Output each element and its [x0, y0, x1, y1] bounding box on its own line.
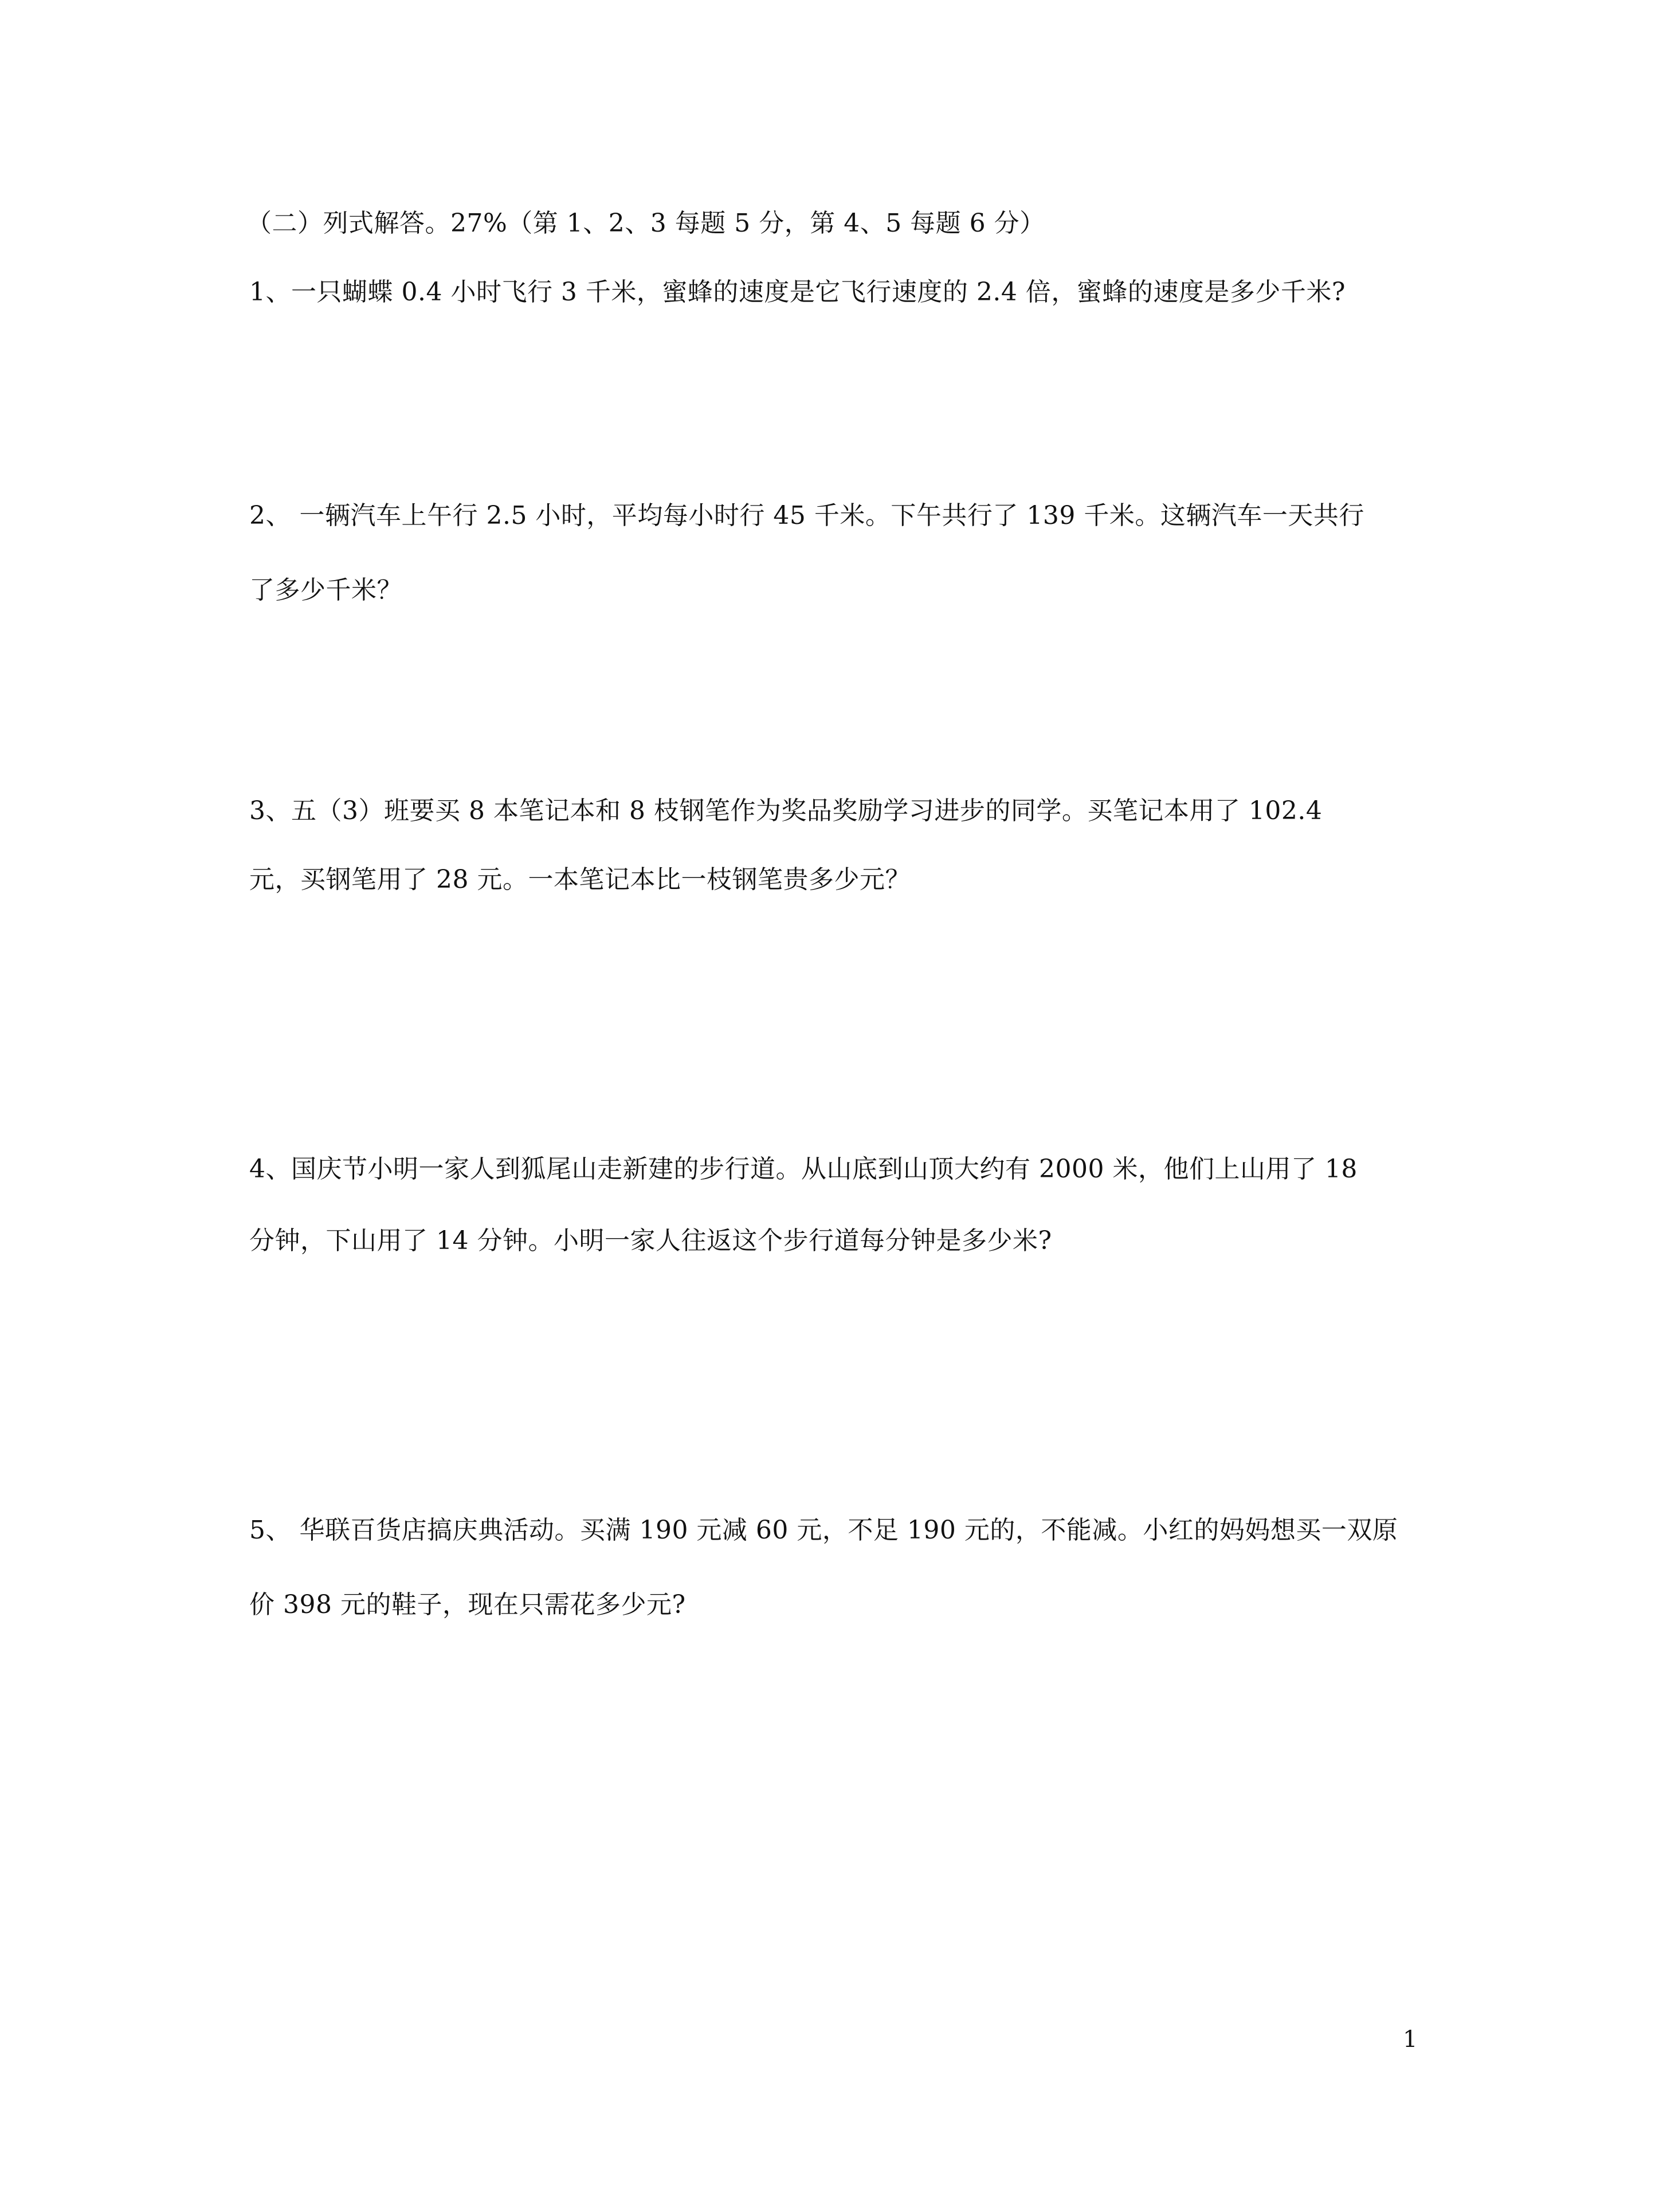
section-heading: （二）列式解答。27%（第 1、2、3 每题 5 分，第 4、5 每题 6 分）: [246, 209, 1045, 238]
question-1-line-1: 1、一只蝴蝶 0.4 小时飞行 3 千米，蜜蜂的速度是它飞行速度的 2.4 倍，蜜蜂的速度是多少千米?: [249, 277, 1346, 307]
question-4-line-2: 分钟，下山用了 14 分钟。小明一家人往返这个步行道每分钟是多少米?: [249, 1226, 1052, 1255]
question-2-line-2: 了多少千米？: [249, 575, 402, 605]
question-4-line-1: 4、国庆节小明一家人到狐尾山走新建的步行道。从山底到山顶大约有 2000 米，他们上山用了 18: [249, 1154, 1358, 1184]
question-3-line-2: 元，买钢笔用了 28 元。一本笔记本比一枝钢笔贵多少元？: [249, 865, 911, 894]
question-2-line-1: 2、 一辆汽车上午行 2.5 小时，平均每小时行 45 千米。下午共行了 139 千米。这辆汽车一天共行: [249, 501, 1364, 530]
page-number: 1: [1403, 2026, 1418, 2053]
question-5-line-2: 价 398 元的鞋子，现在只需花多少元?: [249, 1590, 686, 1619]
question-5-line-1: 5、 华联百货店搞庆典活动。买满 190 元减 60 元，不足 190 元的，不能减。小红的妈妈想买一双原: [249, 1516, 1398, 1545]
question-3-line-1: 3、五（3）班要买 8 本笔记本和 8 枝钢笔作为奖品奖励学习进步的同学。买笔记本用了 102.4: [249, 796, 1323, 825]
